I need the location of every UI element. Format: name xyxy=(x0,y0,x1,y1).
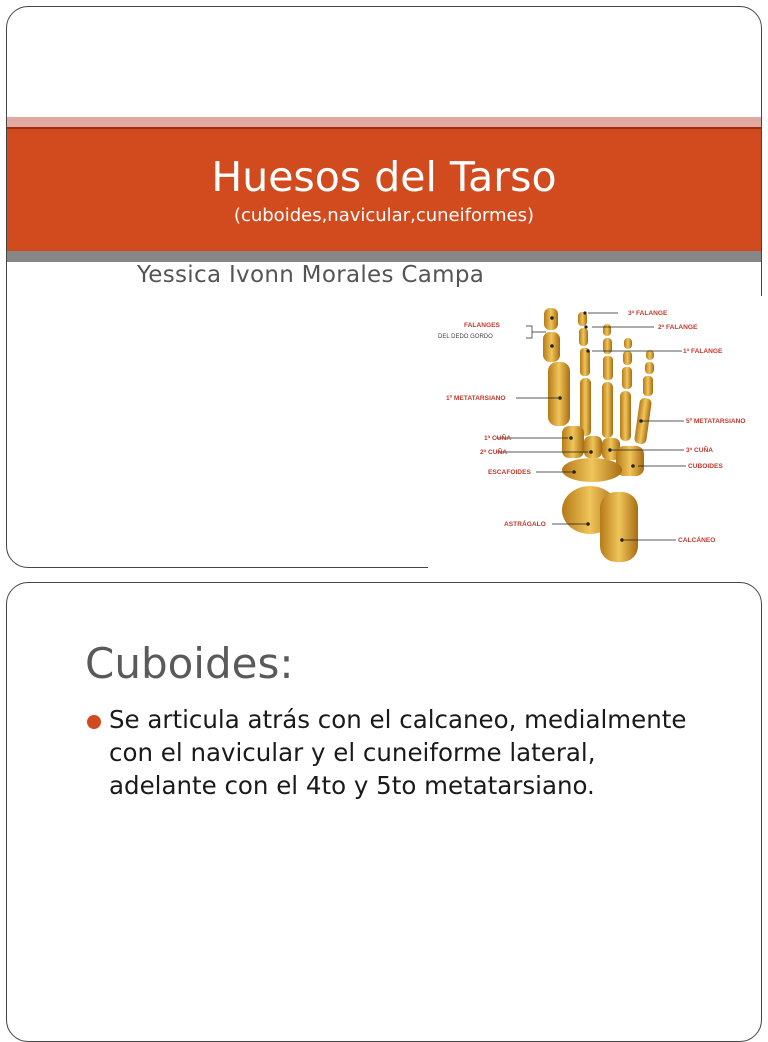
second-metatarsal xyxy=(580,378,591,436)
label-quinto-metatarsiano: 5º METATARSIANO xyxy=(686,418,746,425)
navicular xyxy=(562,458,622,482)
calcaneus xyxy=(600,492,638,562)
foot-bones-illustration xyxy=(428,296,762,572)
label-tercera-cuna: 3ª CUÑA xyxy=(686,447,713,454)
label-primera-cuna: 1ª CUÑA xyxy=(484,435,511,442)
intermediate-cuneiform xyxy=(584,436,602,458)
toe4-middle xyxy=(623,351,632,365)
toe4-distal xyxy=(624,338,632,349)
foot-bones-diagram xyxy=(428,296,762,572)
label-escafoides: ESCAFOIDES xyxy=(488,469,531,476)
label-cuboides: CUBOIDES xyxy=(688,463,723,470)
label-primera-falange: 1ª FALANGE xyxy=(683,348,723,355)
label-calcaneo: CALCÁNEO xyxy=(678,537,716,544)
toe3-middle xyxy=(603,338,612,354)
label-segunda-falange: 2ª FALANGE xyxy=(658,324,698,331)
bullet-item xyxy=(87,703,707,802)
decorative-band-top xyxy=(7,117,761,127)
first-metatarsal xyxy=(548,362,570,426)
fourth-metatarsal xyxy=(620,391,631,441)
toe5-middle xyxy=(645,362,654,374)
author-name: Yessica Ivonn Morales Campa xyxy=(137,262,485,288)
slide-subtitle: (cuboides,navicular,cuneiformes) xyxy=(233,205,535,226)
toe5-distal xyxy=(646,350,654,360)
bullet-dot-icon xyxy=(87,715,101,729)
label-astragalo: ASTRÁGALO xyxy=(504,521,546,528)
third-metatarsal xyxy=(602,382,613,438)
label-tercera-falange: 3ª FALANGE xyxy=(628,310,668,317)
toe3-distal xyxy=(603,324,611,336)
toe3-proximal xyxy=(603,356,613,380)
content-slide xyxy=(6,582,762,1042)
toe5-proximal xyxy=(643,376,653,396)
label-dedo-gordo: DEL DEDO GORDO xyxy=(438,334,493,340)
label-segunda-cuna: 2ª CUÑA xyxy=(480,449,507,456)
toe4-proximal xyxy=(622,367,632,389)
label-falanges: FALANGES xyxy=(464,322,500,329)
toe2-middle xyxy=(579,328,588,346)
bullet-text: Se articula atrás con el calcaneo, medialmente con el navicular y el cuneiforme lateral, adelante con el 4to y 5to metatarsiano. xyxy=(109,705,687,800)
medial-cuneiform xyxy=(562,426,584,458)
label-primer-metatarsiano: 1º METATARSIANO xyxy=(446,395,506,402)
content-heading: Cuboides: xyxy=(85,639,294,688)
slide-title: Huesos del Tarso xyxy=(211,153,557,201)
